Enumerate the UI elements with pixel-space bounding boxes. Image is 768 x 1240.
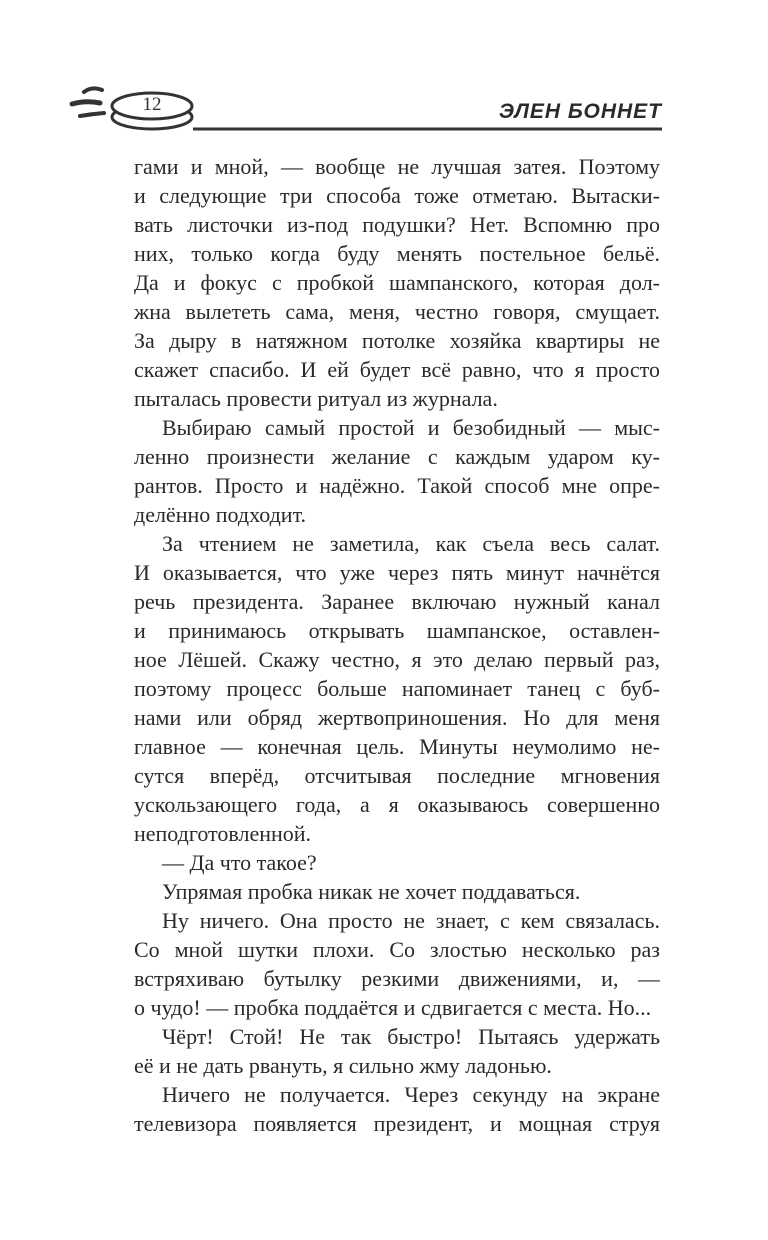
text-line: главное — конечная цель. Минуты неумолимо не- — [134, 734, 660, 759]
text-line: делённо подходит. — [134, 502, 307, 527]
text-line: Да и фокус с пробкой шампанского, которая дол- — [134, 270, 660, 295]
text-line: жна вылететь сама, меня, честно говоря, смущает. — [134, 299, 660, 324]
body-text — [134, 152, 660, 1138]
text-line: За чтением не заметила, как съела весь салат. — [162, 531, 660, 556]
text-line: ускользающего года, а я оказываюсь совершенно — [134, 792, 660, 817]
text-line: речь президента. Заранее включаю нужный канал — [134, 589, 660, 614]
text-line: поэтому процесс больше напоминает танец с буб- — [134, 676, 660, 701]
text-line: Чёрт! Стой! Не так быстро! Пытаясь удержать — [162, 1024, 660, 1049]
text-line: За дыру в натяжном потолке хозяйка квартиры не — [134, 328, 660, 353]
text-line: рантов. Просто и надёжно. Такой способ мне опре- — [134, 473, 660, 498]
text-line: И оказывается, что уже через пять минут начнётся — [134, 560, 660, 585]
page-number: 12 — [142, 94, 162, 115]
page-header — [0, 0, 768, 140]
text-line: нами или обряд жертвоприношения. Но для меня — [134, 705, 660, 730]
text-line: неподготовленной. — [134, 821, 312, 846]
text-line: о чудо! — пробка поддаётся и сдвигается с места. Но... — [134, 995, 652, 1020]
text-line: сутся вперёд, отсчитывая последние мгновения — [134, 763, 660, 788]
text-line: вать листочки из-под подушки? Нет. Вспомню про — [134, 212, 660, 237]
text-line: её и не дать рвануть, я сильно жму ладонью. — [134, 1053, 552, 1078]
text-line: Со мной шутки плохи. Со злостью несколько раз — [134, 937, 660, 962]
text-line: Упрямая пробка никак не хочет поддаваться. — [162, 879, 581, 904]
text-line: Выбираю самый простой и безобидный — мыс- — [162, 415, 660, 440]
running-head-author: ЭЛЕН БОННЕТ — [498, 100, 662, 123]
text-line: встряхиваю бутылку резкими движениями, и, — — [134, 966, 660, 991]
text-line: скажет спасибо. И ей будет всё равно, что я просто — [134, 357, 660, 382]
text-line: — Да что такое? — [162, 850, 317, 875]
text-line: ное Лёшей. Скажу честно, я это делаю первый раз, — [134, 647, 660, 672]
text-line: Ну ничего. Она просто не знает, с кем связалась. — [162, 908, 660, 933]
text-line: них, только когда буду менять постельное бельё. — [134, 241, 660, 266]
text-line: и следующие три способа тоже отметаю. Вытаски- — [134, 183, 660, 208]
text-line: ленно произнести желание с каждым ударом ку- — [134, 444, 660, 469]
text-line: пыталась провести ритуал из журнала. — [134, 386, 498, 411]
text-line: гами и мной, — вообще не лучшая затея. Поэтому — [134, 154, 660, 179]
text-line: Ничего не получается. Через секунду на экране — [162, 1082, 660, 1107]
text-line: телевизора появляется президент, и мощная струя — [134, 1111, 660, 1136]
text-line: и принимаюсь открывать шампанское, оставлен- — [134, 618, 660, 643]
